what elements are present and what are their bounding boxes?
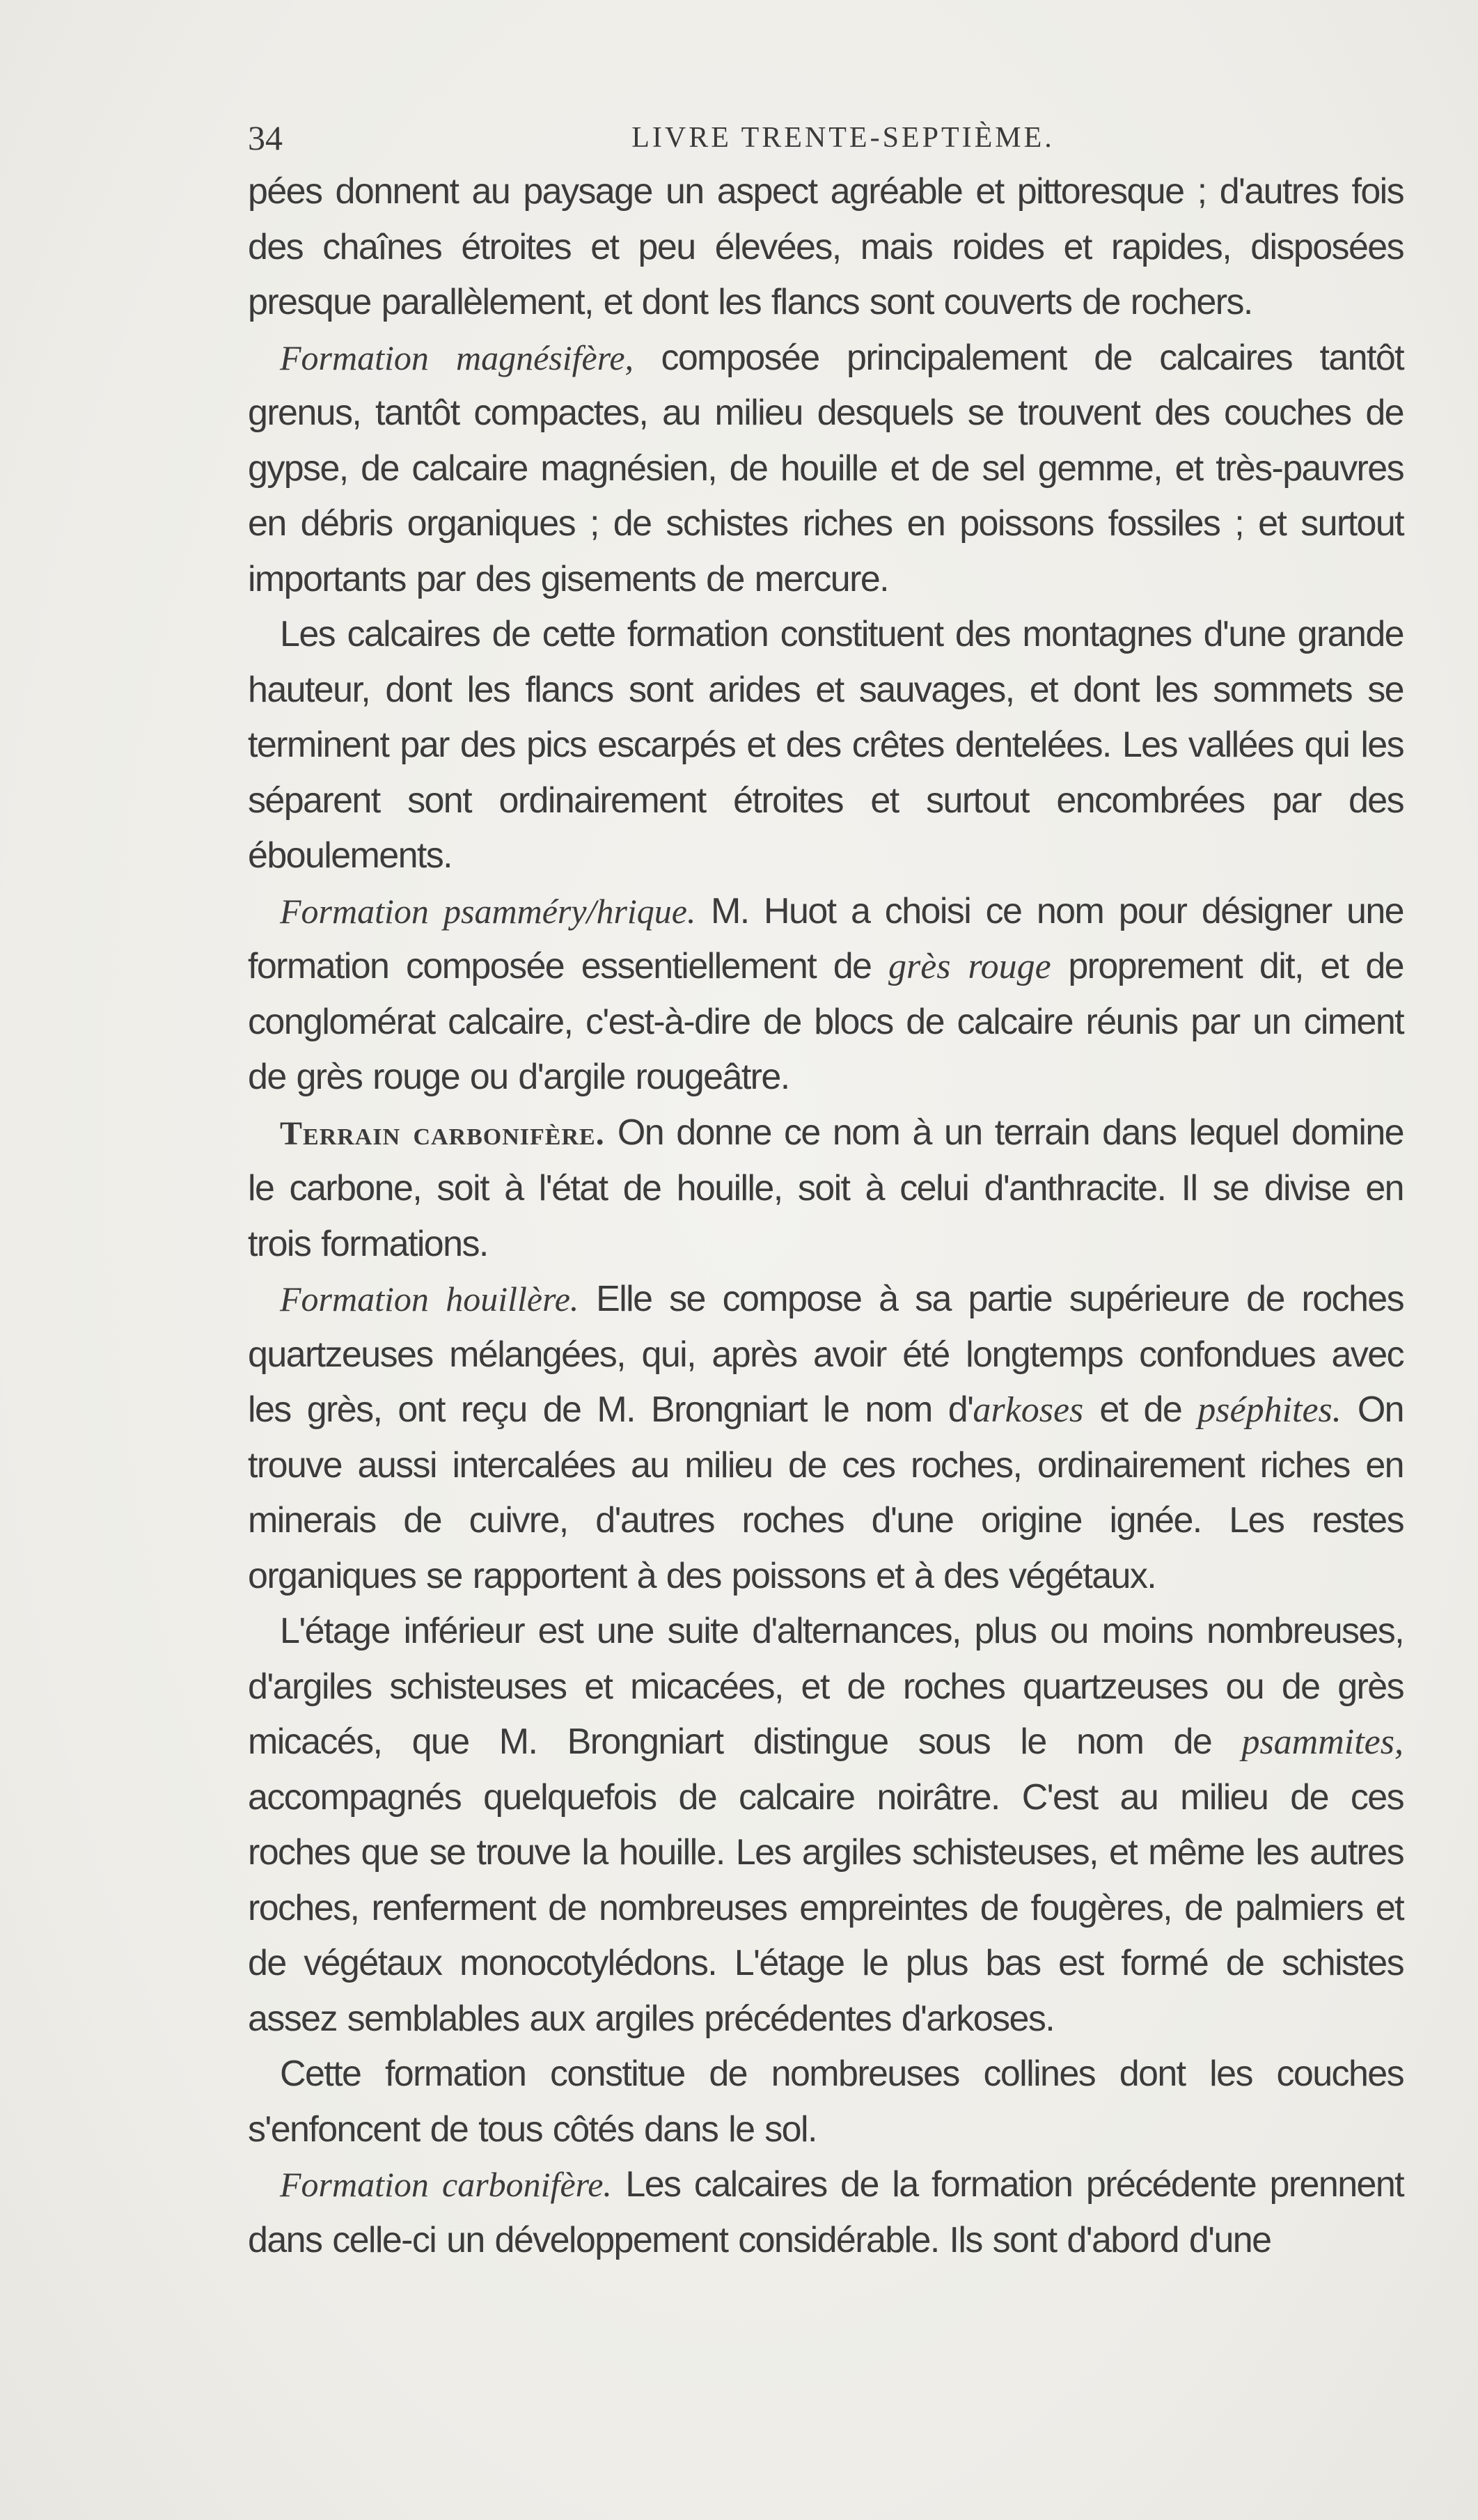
- paragraph-text: pées donnent au paysage un aspect agréable et pittoresque ; d'autres fois des chaînes étroites et peu élevées, mais roides et rapides, disposées presque parallèlement, et dont les flancs sont couverts de rochers.: [248, 171, 1404, 322]
- paragraph-text: Les calcaires de la formation précédente prennent dans celle-ci un développement considérable. Ils sont d'abord d'une: [248, 2164, 1404, 2260]
- section-lead: Formation psamméry/hrique.: [280, 891, 696, 931]
- paragraph-text: accompagnés quelquefois de calcaire noirâtre. C'est au milieu de ces roches que se trouve la houille. Les argiles schisteuses, et même les autres roches, renferment de nombreuses empreintes de fougères, de palmiers et de végétaux monocotylédons. L'étage le plus bas est formé de schistes assez semblables aux argiles précédentes d'arkoses.: [248, 1777, 1404, 2039]
- italic-term: pséphites.: [1197, 1390, 1342, 1430]
- paragraph-formation-magnesifere: [248, 331, 1404, 608]
- paragraph-text: M. Huot a choisi ce nom pour désigner une formation composée essentiellement de: [248, 890, 1404, 986]
- paragraph-collines: [248, 2047, 1404, 2157]
- italic-term: grès rouge: [888, 947, 1051, 986]
- paragraph-text: composée principalement de calcaires tantôt grenus, tantôt compactes, au milieu desquels se trouvent des couches de gypse, de calcaire magnésien, de houille et de sel gemme, et très-pauvres en débris organiques ; de schistes riches en poissons fossiles ; et surtout importants par des gisements de mercure.: [248, 337, 1404, 599]
- paragraph-calcaires: [248, 607, 1404, 884]
- running-head: LIVRE TRENTE-SEPTIÈME.: [631, 122, 1055, 154]
- paragraph-etage-inferieur: [248, 1604, 1404, 2047]
- section-lead: Formation carbonifère.: [280, 2165, 612, 2204]
- paragraph-text: On donne ce nom à un terrain dans lequel domine le carbone, soit à l'état de houille, soit à celui d'anthracite. Il se divise en trois formations.: [248, 1112, 1404, 1264]
- section-lead: Formation magnésifère,: [280, 338, 634, 377]
- page-header: [248, 117, 1404, 159]
- paragraph-text: L'étage inférieur est une suite d'alternances, plus ou moins nombreuses, d'argiles schisteuses et micacées, et de roches quartzeuses ou de grès micacés, que M. Brongniart distingue sous le nom de: [248, 1611, 1404, 1762]
- paragraph-text: proprement dit, et de conglomérat calcaire, c'est-à-dire de blocs de calcaire réunis par un ciment de grès rouge ou d'argile rougeâtre.: [248, 946, 1404, 1097]
- paragraph-terrain-carbonifere: [248, 1105, 1404, 1273]
- paragraph-formation-carbonifere: [248, 2157, 1404, 2268]
- paragraph-text: et de: [1083, 1389, 1198, 1430]
- paragraph-text: Cette formation constitue de nombreuses collines dont les couches s'enfoncent de tous côtés dans le sol.: [248, 2054, 1404, 2150]
- paragraph-text: Les calcaires de cette formation constituent des montagnes d'une grande hauteur, dont les flancs sont arides et sauvages, et dont les sommets se terminent par des pics escarpés et des crêtes dentelées. Les vallées qui les séparent sont ordinairement étroites et surtout encombrées par des éboulements.: [248, 614, 1404, 876]
- paragraph-formation-houillere: [248, 1272, 1404, 1604]
- italic-term: psammites,: [1241, 1722, 1404, 1762]
- body-text: [248, 164, 1404, 2268]
- section-heading: Terrain carbonifère.: [280, 1115, 605, 1152]
- paragraph-text: Elle se compose à sa partie supérieure de roches quartzeuses mélangées, qui, après avoir été longtemps confondues avec les grès, ont reçu de M. Brongniart le nom d': [248, 1279, 1404, 1430]
- italic-term: arkoses: [973, 1390, 1084, 1430]
- paragraph-formation-psammerythrique: [248, 884, 1404, 1105]
- page-number: 34: [248, 118, 283, 157]
- section-lead: Formation houillère.: [280, 1279, 579, 1318]
- paragraph-text: On trouve aussi intercalées au milieu de ces roches, ordinairement riches en minerais de cuivre, d'autres roches d'une origine ignée. Les restes organiques se rapportent à des poissons et à des végétaux.: [248, 1389, 1404, 1596]
- paragraph-continuation: [248, 164, 1404, 331]
